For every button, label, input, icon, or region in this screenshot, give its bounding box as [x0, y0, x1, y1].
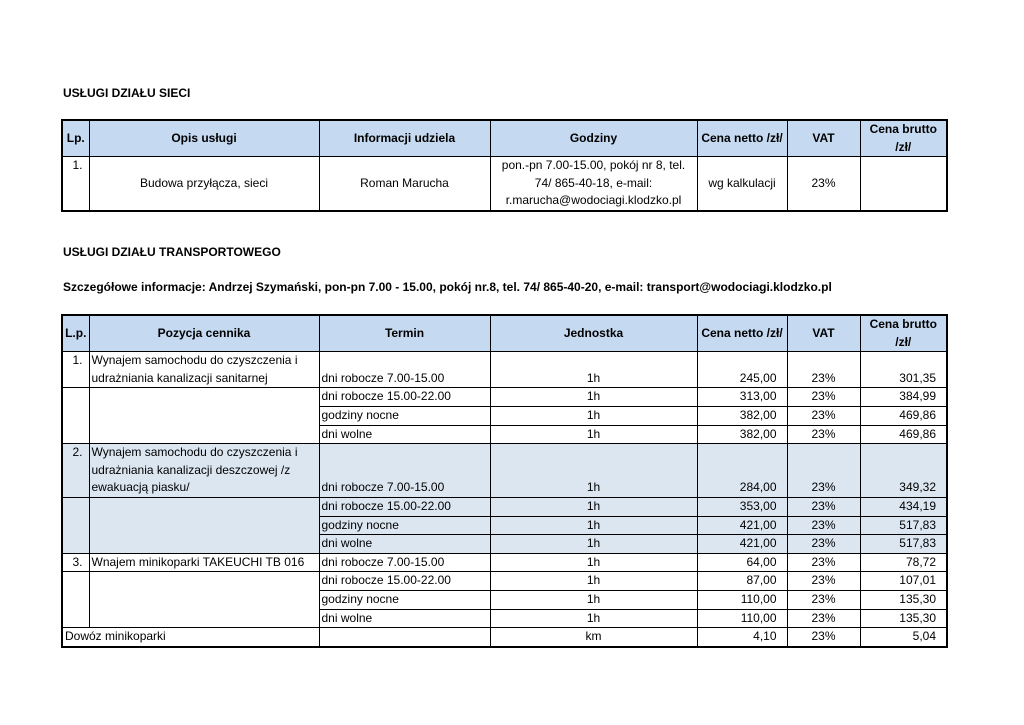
brutto-cell: 517,83 — [860, 535, 947, 554]
netto-cell: 284,00 — [697, 444, 787, 498]
section2-title: USŁUGI DZIAŁU TRANSPORTOWEGO — [63, 245, 281, 259]
row-lp: 1. — [62, 157, 89, 211]
dowoz-name: Dowóz minikoparki — [62, 628, 319, 647]
netto-cell: 382,00 — [697, 425, 787, 444]
group1-name-line-2: udrażniania kanalizacji sanitarnej — [91, 370, 268, 385]
group1-name — [89, 352, 319, 388]
godziny-line-1: pon.-pn 7.00-15.00, pokój nr 8, tel. — [501, 158, 686, 173]
group1-name-line-1: Wynajem samochodu do czyszczenia i — [91, 353, 298, 368]
termin-cell: dni wolne — [319, 425, 490, 444]
header-opis: Opis usługi — [89, 120, 319, 157]
group1-lp: 1. — [62, 352, 89, 388]
table-row — [62, 444, 947, 498]
vat-cell: 23% — [787, 352, 860, 388]
empty-name-cell — [89, 497, 319, 553]
brutto-cell: 135,30 — [860, 609, 947, 628]
header-vat: VAT — [787, 315, 860, 352]
netto-cell: 64,00 — [697, 553, 787, 572]
row-informacji: Roman Marucha — [319, 157, 490, 211]
brutto-cell: 434,19 — [860, 497, 947, 516]
header-termin: Termin — [319, 315, 490, 352]
godziny-line-3: r.marucha@wodociagi.klodzko.pl — [505, 193, 682, 208]
netto-cell: 110,00 — [697, 609, 787, 628]
jednostka-cell: 1h — [490, 572, 697, 591]
netto-cell: 245,00 — [697, 352, 787, 388]
dowoz-netto: 4,10 — [697, 628, 787, 647]
jednostka-cell: 1h — [490, 590, 697, 609]
header-lp: Lp. — [62, 120, 89, 157]
termin-cell: godziny nocne — [319, 406, 490, 425]
brutto-cell: 301,35 — [860, 352, 947, 388]
group2-name-line-1: Wynajem samochodu do czyszczenia i — [91, 445, 298, 460]
brutto-cell: 78,72 — [860, 553, 947, 572]
jednostka-cell: 1h — [490, 388, 697, 407]
netto-cell: 421,00 — [697, 516, 787, 535]
header-godziny: Godziny — [490, 120, 697, 157]
group2-name-line-3: ewakuacją piasku/ — [91, 480, 190, 495]
dowoz-termin — [319, 628, 490, 647]
jednostka-cell: 1h — [490, 609, 697, 628]
empty-lp-cell — [62, 572, 89, 628]
jednostka-cell: 1h — [490, 425, 697, 444]
vat-cell: 23% — [787, 406, 860, 425]
network-services-table — [61, 119, 948, 212]
vat-cell: 23% — [787, 444, 860, 498]
header-vat: VAT — [787, 120, 860, 157]
header-jednostka: Jednostka — [490, 315, 697, 352]
table-row — [62, 553, 947, 572]
section2-info: Szczegółowe informacje: Andrzej Szymański, pon-pn 7.00 - 15.00, pokój nr.8, tel. 74/ 865-40-20, e-mail: transport@wodociagi.klodzko.pl — [63, 280, 832, 294]
termin-cell: dni robocze 7.00-15.00 — [319, 352, 490, 388]
termin-cell: dni robocze 15.00-22.00 — [319, 388, 490, 407]
table-row — [62, 497, 947, 516]
netto-cell: 110,00 — [697, 590, 787, 609]
godziny-line-2: 74/ 865-40-18, e-mail: — [534, 175, 653, 190]
netto-cell: 313,00 — [697, 388, 787, 407]
brutto-cell: 469,86 — [860, 406, 947, 425]
vat-cell: 23% — [787, 609, 860, 628]
row-opis: Budowa przyłącza, sieci — [89, 157, 319, 211]
table-header-row — [62, 120, 947, 157]
dowoz-brutto: 5,04 — [860, 628, 947, 647]
group3-name: Wnajem minikoparki TAKEUCHI TB 016 — [89, 553, 319, 572]
vat-cell: 23% — [787, 535, 860, 554]
jednostka-cell: 1h — [490, 444, 697, 498]
empty-lp-cell — [62, 388, 89, 444]
header-lp: L.p. — [62, 315, 89, 352]
vat-cell: 23% — [787, 590, 860, 609]
row-netto: wg kalkulacji — [697, 157, 787, 211]
section1-title: USŁUGI DZIAŁU SIECI — [63, 86, 191, 100]
brutto-cell: 107,01 — [860, 572, 947, 591]
termin-cell: godziny nocne — [319, 516, 490, 535]
header-brutto: Cena brutto /zł/ — [860, 120, 947, 157]
vat-cell: 23% — [787, 497, 860, 516]
row-godziny — [490, 157, 697, 211]
vat-cell: 23% — [787, 553, 860, 572]
netto-cell: 421,00 — [697, 535, 787, 554]
group2-name-line-2: udrażniania kanalizacji deszczowej /z — [91, 462, 291, 477]
vat-cell: 23% — [787, 425, 860, 444]
jednostka-cell: 1h — [490, 516, 697, 535]
header-brutto: Cena brutto /zł/ — [860, 315, 947, 352]
brutto-cell: 469,86 — [860, 425, 947, 444]
header-netto: Cena netto /zł/ — [697, 120, 787, 157]
brutto-cell: 135,30 — [860, 590, 947, 609]
netto-cell: 87,00 — [697, 572, 787, 591]
table-row — [62, 352, 947, 388]
table-row — [62, 157, 947, 211]
vat-cell: 23% — [787, 516, 860, 535]
table-row — [62, 628, 947, 647]
table-row — [62, 572, 947, 591]
table-row — [62, 388, 947, 407]
group3-lp: 3. — [62, 553, 89, 572]
group2-lp: 2. — [62, 444, 89, 498]
jednostka-cell: 1h — [490, 553, 697, 572]
vat-cell: 23% — [787, 388, 860, 407]
termin-cell: dni wolne — [319, 609, 490, 628]
empty-name-cell — [89, 572, 319, 628]
header-netto: Cena netto /zł/ — [697, 315, 787, 352]
empty-lp-cell — [62, 497, 89, 553]
jednostka-cell: 1h — [490, 406, 697, 425]
termin-cell: dni robocze 7.00-15.00 — [319, 553, 490, 572]
jednostka-cell: 1h — [490, 535, 697, 554]
header-pozycja: Pozycja cennika — [89, 315, 319, 352]
jednostka-cell: 1h — [490, 352, 697, 388]
termin-cell: dni robocze 15.00-22.00 — [319, 497, 490, 516]
termin-cell: dni wolne — [319, 535, 490, 554]
row-brutto — [860, 157, 947, 211]
header-informacji: Informacji udziela — [319, 120, 490, 157]
brutto-cell: 384,99 — [860, 388, 947, 407]
brutto-cell: 349,32 — [860, 444, 947, 498]
table-header-row — [62, 315, 947, 352]
empty-name-cell — [89, 388, 319, 444]
termin-cell: dni robocze 15.00-22.00 — [319, 572, 490, 591]
vat-cell: 23% — [787, 572, 860, 591]
transport-services-table — [61, 314, 948, 648]
termin-cell: dni robocze 7.00-15.00 — [319, 444, 490, 498]
dowoz-vat: 23% — [787, 628, 860, 647]
termin-cell: godziny nocne — [319, 590, 490, 609]
group2-name — [89, 444, 319, 498]
dowoz-jednostka: km — [490, 628, 697, 647]
netto-cell: 382,00 — [697, 406, 787, 425]
brutto-cell: 517,83 — [860, 516, 947, 535]
jednostka-cell: 1h — [490, 497, 697, 516]
row-vat: 23% — [787, 157, 860, 211]
netto-cell: 353,00 — [697, 497, 787, 516]
